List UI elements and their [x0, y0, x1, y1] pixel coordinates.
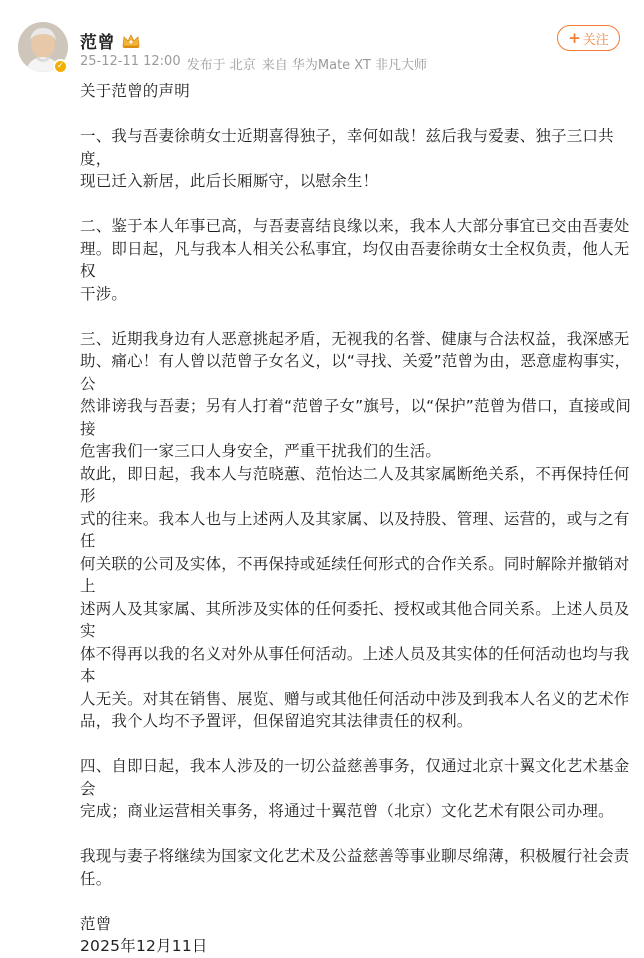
paragraph-5: 我现与妻子将继续为国家文化艺术及公益慈善等事业聊尽绵薄，积极履行社会责 任。 [80, 847, 630, 888]
post-content [80, 80, 632, 958]
post-meta [80, 54, 427, 73]
crown-icon [121, 33, 141, 49]
post-device: 来自 华为Mate XT 非凡大师 [261, 58, 428, 73]
post-date: 2025年12月11日 [80, 937, 208, 955]
follow-label: 关注 [582, 32, 609, 48]
plus-icon: + [568, 28, 581, 47]
follow-button[interactable] [557, 25, 620, 51]
paragraph-4: 四、自即日起，我本人涉及的一切公益慈善事务，仅通过北京十翼文化艺术基金会 完成；商业运营相关事务，将通过十翼范曾（北京）文化艺术有限公司办理。 [80, 757, 630, 820]
user-name-row [80, 28, 141, 53]
post-location: 发布于 北京 [186, 58, 256, 73]
paragraph-2: 二、鉴于本人年事已高，与吾妻喜结良缘以来，我本人大部分事宜已交由吾妻处 理。即日起，凡与我本人相关公私事宜，均仅由吾妻徐萌女士全权负责，他人无权 干涉。 [80, 217, 630, 303]
paragraph-1: 一、我与吾妻徐萌女士近期喜得独子，幸何如哉！兹后我与爱妻、独子三口共度， 现已迁入新居，此后长厢厮守，以慰余生！ [80, 127, 614, 190]
signature: 范曾 [80, 914, 112, 933]
verified-badge-icon: ✓ [53, 59, 68, 74]
post-title: 关于范曾的声明 [80, 82, 190, 100]
username[interactable]: 范曾 [80, 33, 115, 53]
post-time: 25-12-11 12:00 [80, 54, 181, 69]
paragraph-3: 三、近期我身边有人恶意挑起矛盾，无视我的名誉、健康与合法权益，我深感无 助、痛心！有人曾以范曾子女名义，以“寻找、关爱”范曾为由，恶意虚构事实，公 然诽谤我与吾妻；另有人打着“范曾子女”旗号，以“保护”范曾为借口，直接或间接 危害我们一家三口人身安全，严重干扰我们的生活。 故此，即日起，我本人与范晓蕙、范怡达二人及其家属断绝关系，不再保持任何形 式的往来。我本人也与上述两人及其家属、以及持股、管理、运营的，或与之有任 何关联的公司及实体，不再保持或延续任何形式的合作关系。同时解除并撤销对上 述两人及其家属、其所涉及实体的任何委托、授权或其他合同关系。上述人员及实 体不得再以我的名义对外从事任何活动。上述人员及其实体的任何活动也均与我本 人无关。对其在销售、展览、赠与或其他任何活动中涉及到我本人名义的艺术作 品，我个人均不予置评，但保留追究其法律责任的权利。 [80, 329, 632, 730]
